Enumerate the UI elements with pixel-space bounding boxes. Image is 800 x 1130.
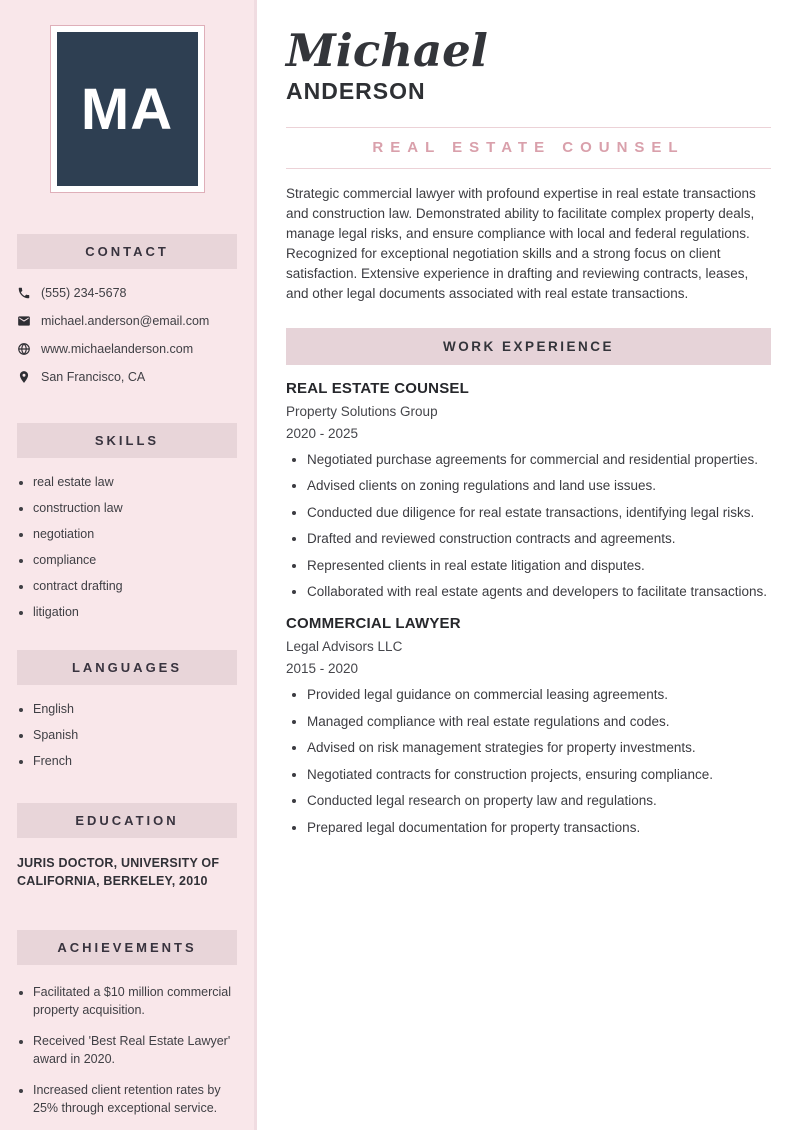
achievements-section: [0, 930, 254, 1117]
achievement-item: • Increased client retention rates by 25% through exceptional service.: [33, 1081, 240, 1117]
achievement-item: • Received 'Best Real Estate Lawyer' award in 2020.: [33, 1032, 240, 1068]
job-bullet: • Negotiated purchase agreements for commercial and residential properties.: [307, 451, 771, 468]
contact-website: www.michaelanderson.com: [41, 342, 194, 356]
job-bullet: • Negotiated contracts for construction projects, ensuring compliance.: [307, 766, 771, 783]
monogram-initials: MA: [80, 76, 174, 142]
location-icon: [17, 370, 31, 384]
contact-phone: (555) 234-5678: [41, 286, 127, 300]
job-bullet: • Prepared legal documentation for property transactions.: [307, 819, 771, 836]
skills-list: [0, 474, 244, 620]
job-bullet: • Collaborated with real estate agents and developers to facilitate transactions.: [307, 583, 771, 600]
skill-item: • real estate law: [33, 474, 244, 490]
achievements-heading: ACHIEVEMENTS: [17, 930, 237, 965]
job-bullets: [286, 686, 771, 836]
skill-item: • contract drafting: [33, 578, 244, 594]
job-bullet: • Advised on risk management strategies for property investments.: [307, 739, 771, 756]
job-bullet: • Conducted legal research on property law and regulations.: [307, 792, 771, 809]
job-title: REAL ESTATE COUNSEL: [286, 379, 469, 397]
job-entry: [286, 380, 771, 601]
language-item: • French: [33, 753, 244, 769]
skill-item: • litigation: [33, 604, 244, 620]
skills-section: [0, 423, 254, 620]
globe-icon: [17, 342, 31, 356]
skills-heading: SKILLS: [17, 423, 237, 458]
skill-item: • compliance: [33, 552, 244, 568]
job-bullet: • Advised clients on zoning regulations and land use issues.: [307, 477, 771, 494]
work-experience-heading: WORK EXPERIENCE: [286, 328, 771, 365]
monogram: [57, 32, 198, 186]
last-name: ANDERSON: [286, 77, 426, 104]
divider-line: [286, 168, 771, 169]
job-bullet: • Represented clients in real estate litigation and disputes.: [307, 557, 771, 574]
contact-item-email: [17, 314, 244, 328]
language-item: • English: [33, 701, 244, 717]
languages-section: [0, 650, 254, 769]
languages-heading: LANGUAGES: [17, 650, 237, 685]
job-bullet: • Drafted and reviewed construction contracts and agreements.: [307, 530, 771, 547]
contact-item-website: [17, 342, 244, 356]
phone-icon: [17, 286, 31, 300]
contact-email: michael.anderson@email.com: [41, 314, 210, 328]
achievement-item: • Facilitated a $10 million commercial property acquisition.: [33, 983, 240, 1019]
profile-summary: Strategic commercial lawyer with profound expertise in real estate transactions and construction law. Demonstrated ability to facilitate complex property deals, manage legal risks, and ensure compliance with local and federal regulations. Recognized for exceptional negotiation skills and a strong focus on client satisfaction. Extensive experience in drafting and reviewing contracts, leases, and other legal documents associated with real estate transactions.: [286, 185, 756, 301]
contact-item-phone: [17, 286, 244, 300]
contact-list: [17, 286, 244, 384]
job-bullet: • Managed compliance with real estate regulations and codes.: [307, 713, 771, 730]
education-degree: JURIS DOCTOR, UNIVERSITY OF CALIFORNIA, BERKELEY, 2010: [17, 856, 220, 888]
first-name: Michael: [286, 24, 488, 77]
language-item: • Spanish: [33, 727, 244, 743]
job-bullet: • Provided legal guidance on commercial leasing agreements.: [307, 686, 771, 703]
main-column: [257, 0, 800, 1130]
contact-location: San Francisco, CA: [41, 370, 146, 384]
skill-item: • negotiation: [33, 526, 244, 542]
job-dates: 2020 - 2025: [286, 425, 359, 441]
skill-item: • construction law: [33, 500, 244, 516]
sidebar: [0, 0, 257, 1130]
job-dates: 2015 - 2020: [286, 661, 359, 676]
job-title: COMMERCIAL LAWYER: [286, 615, 461, 632]
languages-list: [0, 701, 244, 769]
achievements-list: [0, 983, 240, 1117]
role-title: REAL ESTATE COUNSEL: [372, 138, 685, 156]
job-bullets: [286, 451, 771, 601]
contact-heading: CONTACT: [17, 234, 237, 269]
job-company: Property Solutions Group: [286, 403, 438, 419]
email-icon: [17, 314, 31, 328]
monogram-frame: [50, 25, 205, 193]
contact-item-location: [17, 370, 244, 384]
job-entry: [286, 615, 771, 836]
job-bullet: • Conducted due diligence for real estate transactions, identifying legal risks.: [307, 504, 771, 521]
education-heading: EDUCATION: [17, 803, 237, 838]
contact-section: [0, 234, 254, 384]
education-section: [0, 803, 254, 890]
job-company: Legal Advisors LLC: [286, 639, 403, 654]
